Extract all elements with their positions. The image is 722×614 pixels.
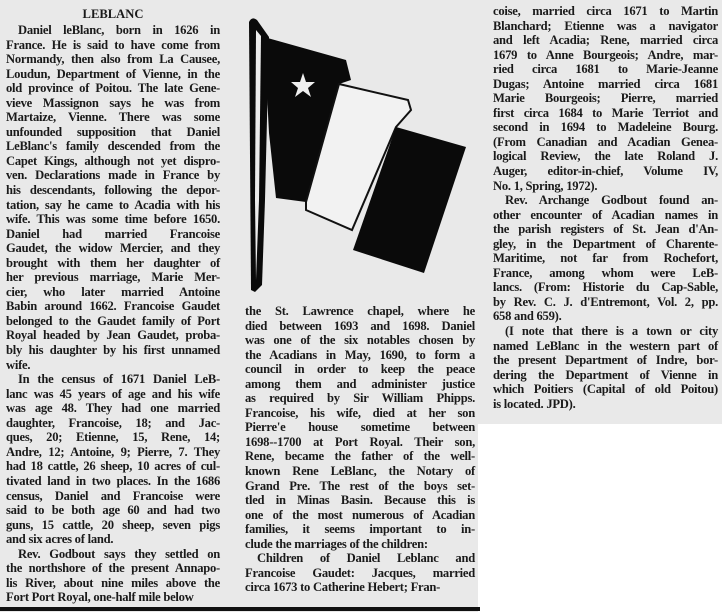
- text-line: gley, in the Department of Charente-: [493, 236, 718, 251]
- text-line: the St. Lawrence chapel, where he: [245, 304, 475, 318]
- text-line: council in order to keep the peace: [245, 362, 475, 377]
- text-line: had 18 cattle, 26 sheep, 10 acres of cul-: [6, 459, 220, 474]
- text-line: bly his daughter by his first unnamed: [6, 343, 220, 358]
- text-line: 658 and 659).: [493, 309, 562, 324]
- text-line: Normandy, then also from La Causee,: [6, 52, 220, 67]
- text-line: In the census of 1671 Daniel LeB-: [18, 372, 220, 387]
- text-line: clude the marriages of the children:: [245, 536, 428, 551]
- text-line: her previous marriage, Marie Mer-: [6, 270, 220, 285]
- paragraph: [6, 547, 220, 605]
- text-line: Grand Pre. The rest of the boys set-: [245, 478, 475, 493]
- text-line: Royal headed by Jean Gaudet, proba-: [6, 328, 220, 343]
- text-line: first circa 1684 to Marie Terriot and: [493, 105, 718, 120]
- text-line: Daniel had married Francoise: [6, 226, 220, 241]
- text-line: his descendants, following the depor-: [6, 183, 220, 198]
- text-line: was age 48. They had one married: [6, 401, 220, 416]
- text-line: Andre, 12; Antoine, 9; Pierre, 7. They: [6, 444, 220, 459]
- blank-area: [478, 424, 722, 614]
- text-line: died between 1693 and 1698. Daniel: [245, 318, 475, 333]
- paragraph: [245, 304, 475, 551]
- text-line: tled in Minas Basin. Because this is: [245, 493, 475, 508]
- text-line: Marie Bourgeois; Pierre, married: [493, 91, 718, 106]
- text-line: Gaudet, the widow Mercier, and they: [6, 241, 220, 256]
- column-3: [493, 4, 718, 411]
- text-line: lis River, about nine miles above the: [6, 575, 220, 590]
- text-line: daughter, Francoise, 18; and Jac-: [6, 415, 220, 430]
- text-line: unfounded supposition that Daniel: [6, 124, 220, 139]
- text-line: named LeBlanc in the western part of: [493, 338, 718, 353]
- text-line: belonged to the Gaudet family of Port: [6, 313, 220, 328]
- text-line: 1698--1700 at Port Royal. Their son,: [245, 434, 475, 449]
- text-line: and left Acadia; Rene, married circa: [493, 33, 718, 48]
- text-line: Francoise Gaudet: Jacques, married: [245, 565, 475, 580]
- text-line: Blanchard; Etienne was a navigator: [493, 18, 718, 33]
- text-line: the northshore of the present Annapo-: [6, 561, 220, 576]
- text-line: one of the most numerous of Acadian: [245, 507, 475, 522]
- text-line: which Poitiers (Capital of old Poitou): [493, 382, 718, 397]
- text-line: Children of Daniel Leblanc and: [257, 551, 475, 566]
- text-line: Rev. Godbout says they settled on: [18, 546, 220, 561]
- text-line: (From Canadian and Acadian Genea-: [493, 134, 718, 149]
- text-line: was one of the six notables chosen by: [245, 333, 475, 348]
- text-line: census, Daniel and Francoise were: [6, 488, 220, 503]
- text-line: other encounter of Acadian names in: [493, 207, 718, 222]
- text-line: the present Department of Indre, bor-: [493, 353, 718, 368]
- text-line: lanc was 45 years of age and his wife: [6, 386, 220, 401]
- text-line: said to be both age 60 and had two: [6, 503, 220, 518]
- text-line: guns, 15 cattle, 20 sheep, seven pigs: [6, 517, 220, 532]
- text-line: Auger, editor-in-chief, Volume IV,: [493, 164, 718, 179]
- text-line: ques, 20; Etienne, 15, Rene, 14;: [6, 430, 220, 445]
- text-line: circa 1673 to Catherine Hebert; Fran-: [245, 580, 441, 595]
- paragraph: [245, 551, 475, 595]
- text-line: Rev. Archange Godbout found an-: [505, 193, 718, 208]
- text-line: as required by Sir William Phipps.: [245, 391, 475, 406]
- text-line: Dugas; Antoine married circa 1681: [493, 76, 718, 91]
- text-line: logical Review, the late Roland J.: [493, 149, 718, 164]
- flag-with-star-icon: [236, 0, 481, 300]
- text-line: Martaize, Vienne. There was some: [6, 110, 220, 125]
- text-line: Rene, became the father of the well-: [245, 449, 475, 464]
- text-line: 1679 to Anne Bourgeois; Andre, mar-: [493, 47, 718, 62]
- article-title: LEBLANC: [82, 7, 144, 21]
- text-line: Pierre'e house sometime between: [245, 420, 475, 435]
- text-line: coise, married circa 1671 to Martin: [493, 4, 718, 18]
- text-line: Capet Kings, although not yet dispro-: [6, 153, 220, 168]
- column-2: [245, 304, 475, 595]
- text-line: wife. This was some time before 1650.: [6, 212, 220, 227]
- text-line: France. He is said to have come from: [6, 37, 220, 52]
- paragraph: [493, 193, 718, 324]
- text-line: (I note that there is a town or city: [505, 324, 718, 339]
- text-line: families, it seems important to in-: [245, 522, 475, 537]
- paragraph: [493, 4, 718, 193]
- text-line: is located. JPD).: [493, 396, 576, 411]
- text-line: ven. Declarations made in France by: [6, 168, 220, 183]
- text-line: France, among whom were LeB-: [493, 265, 718, 280]
- text-line: Babin around 1662. Francoise Gaudet: [6, 299, 220, 314]
- paragraph: [6, 23, 220, 372]
- text-line: vieve Massignon says he was from: [6, 95, 220, 110]
- text-line: among them and administer justice: [245, 376, 475, 391]
- text-line: tivated land in two places. In the 1686: [6, 473, 220, 488]
- text-line: the parish registers of St. Jean d'An-: [493, 222, 718, 237]
- text-line: the Acadians in May, 1690, to form a: [245, 347, 475, 362]
- text-line: ried circa 1681 to Marie-Jeanne: [493, 62, 718, 77]
- text-line: lancs. (From: Historie du Cap-Sable,: [493, 280, 718, 295]
- bottom-rule: [0, 607, 480, 611]
- text-line: No. 1, Spring, 1972).: [493, 178, 598, 193]
- text-line: second in 1694 to Madeleine Bourg.: [493, 120, 718, 135]
- text-line: and six acres of land.: [6, 532, 114, 547]
- paragraph: [6, 372, 220, 547]
- text-line: Maritime, not far from Rochefort,: [493, 251, 718, 266]
- text-line: old province of Poitou. The late Gene-: [6, 81, 220, 96]
- column-1: [6, 7, 220, 605]
- paragraph: [493, 324, 718, 411]
- text-line: known Rene LeBlanc, the Notary of: [245, 464, 475, 479]
- text-line: wife.: [6, 357, 31, 372]
- text-line: Loudun, Department of Vienne, in the: [6, 66, 220, 81]
- text-line: Fort Port Royal, one-half mile below: [6, 590, 194, 605]
- text-line: dering the Department of Vienne in: [493, 367, 718, 382]
- text-line: Francoise, his wife, died at her son: [245, 405, 475, 420]
- text-line: tation, say he came to Acadia with his: [6, 197, 220, 212]
- text-line: brought with them her daughter of: [6, 255, 220, 270]
- text-line: cier, who later married Antoine: [6, 284, 220, 299]
- text-line: by Rev. C. J. d'Entremont, Vol. 2, pp.: [493, 294, 718, 309]
- text-line: Daniel leBlanc, born in 1626 in: [18, 23, 220, 37]
- text-line: LeBlanc's family descended from the: [6, 139, 220, 154]
